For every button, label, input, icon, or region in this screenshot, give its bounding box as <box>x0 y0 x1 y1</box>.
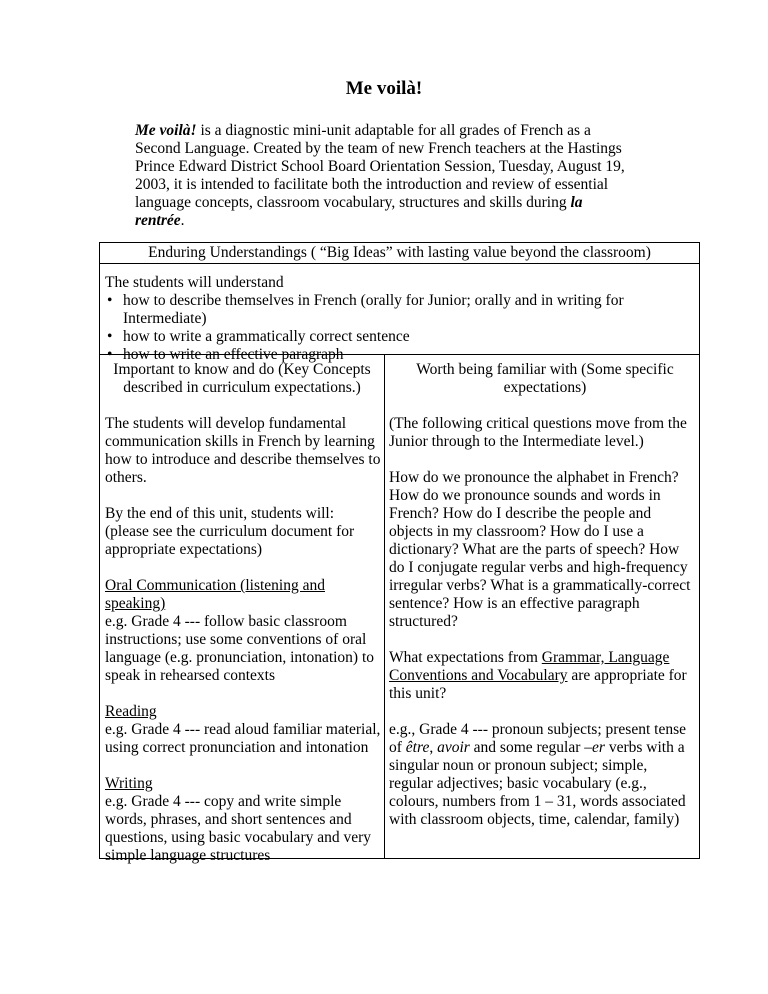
table-rule <box>100 263 699 264</box>
page-title: Me voilà! <box>345 78 423 99</box>
oral-communication-body: e.g. Grade 4 --- follow basic classroom instructions; use some conventions of oral language (e.g. pronunciation, intonation) to speak in rehearsed contexts <box>105 613 375 684</box>
intro-emphasis: la rentrée <box>135 194 583 229</box>
intro-end: . <box>180 212 185 229</box>
left-column-heading: Important to know and do (Key Concepts described in curriculum expectations.) <box>113 361 371 396</box>
right-intro: (The following critical questions move from the Junior through to the Intermediate level.) <box>389 415 687 450</box>
intro-paragraph <box>135 122 635 230</box>
oral-communication-title: Oral Communication (listening and speaking) <box>105 577 325 612</box>
grammar-strand-label: Grammar, Language Conventions and Vocabulary <box>389 649 670 684</box>
enduring-heading: Enduring Understandings ( “Big Ideas” with lasting value beyond the classroom) <box>148 244 651 261</box>
intro-lead: Me voilà! <box>135 122 197 139</box>
left-column-body <box>105 415 381 865</box>
left-unit-goals: By the end of this unit, students will: (please see the curriculum document for appropriate expectations) <box>105 505 355 558</box>
right-column-body <box>389 415 695 829</box>
list-item: • how to describe themselves in French (orally for Junior; orally and in writing for Intermediate) <box>105 292 694 328</box>
writing-body: e.g. Grade 4 --- copy and write simple words, phrases, and short sentences and questions, using basic vocabulary and very simple language structures <box>105 793 372 864</box>
table-column-divider <box>384 354 385 858</box>
enduring-body <box>105 274 694 364</box>
grade-4-examples: e.g., Grade 4 --- pronoun subjects; present tense of être, avoir and some regular –er verbs with a singular noun or pronoun subject; simple, regular adjectives; basic vocabulary (e.g., colours, numbers from 1 – 31, words associated with classroom objects, time, calendar, family) <box>389 721 686 828</box>
unit-planning-table <box>99 242 700 864</box>
intro-body: is a diagnostic mini-unit adaptable for all grades of French as a Second Language. Created by the team of new French teachers at the Hastings Prince Edward District School Board Orientation Session, Tuesday, August 19, 2003, it is intended to facilitate both the introduction and review of essential language concepts, classroom vocabulary, structures and skills during <box>135 122 625 211</box>
critical-questions: How do we pronounce the alphabet in French? How do we pronounce sounds and words in French? How do I describe the people and objects in my classroom? How do I use a dictionary? What are the parts of speech? How do I conjugate regular verbs and high-frequency irregular verbs? What is a grammatically-correct sentence? How is an effective paragraph structured? <box>389 469 691 630</box>
reading-title: Reading <box>105 703 157 720</box>
enduring-intro: The students will understand <box>105 274 284 291</box>
grammar-expectations-question: What expectations from Grammar, Language Conventions and Vocabulary are appropriate for this unit? <box>389 649 687 702</box>
enduring-bullet-list <box>105 292 694 364</box>
writing-title: Writing <box>105 775 153 792</box>
left-intro: The students will develop fundamental communication skills in French by learning how to introduce and describe themselves to others. <box>105 415 381 486</box>
reading-body: e.g. Grade 4 --- read aloud familiar material, using correct pronunciation and intonation <box>105 721 381 756</box>
right-column-heading: Worth being familiar with (Some specific expectations) <box>416 361 674 396</box>
list-item: • how to write a grammatically correct sentence <box>105 328 694 346</box>
list-item: • how to write an effective paragraph <box>105 346 694 364</box>
